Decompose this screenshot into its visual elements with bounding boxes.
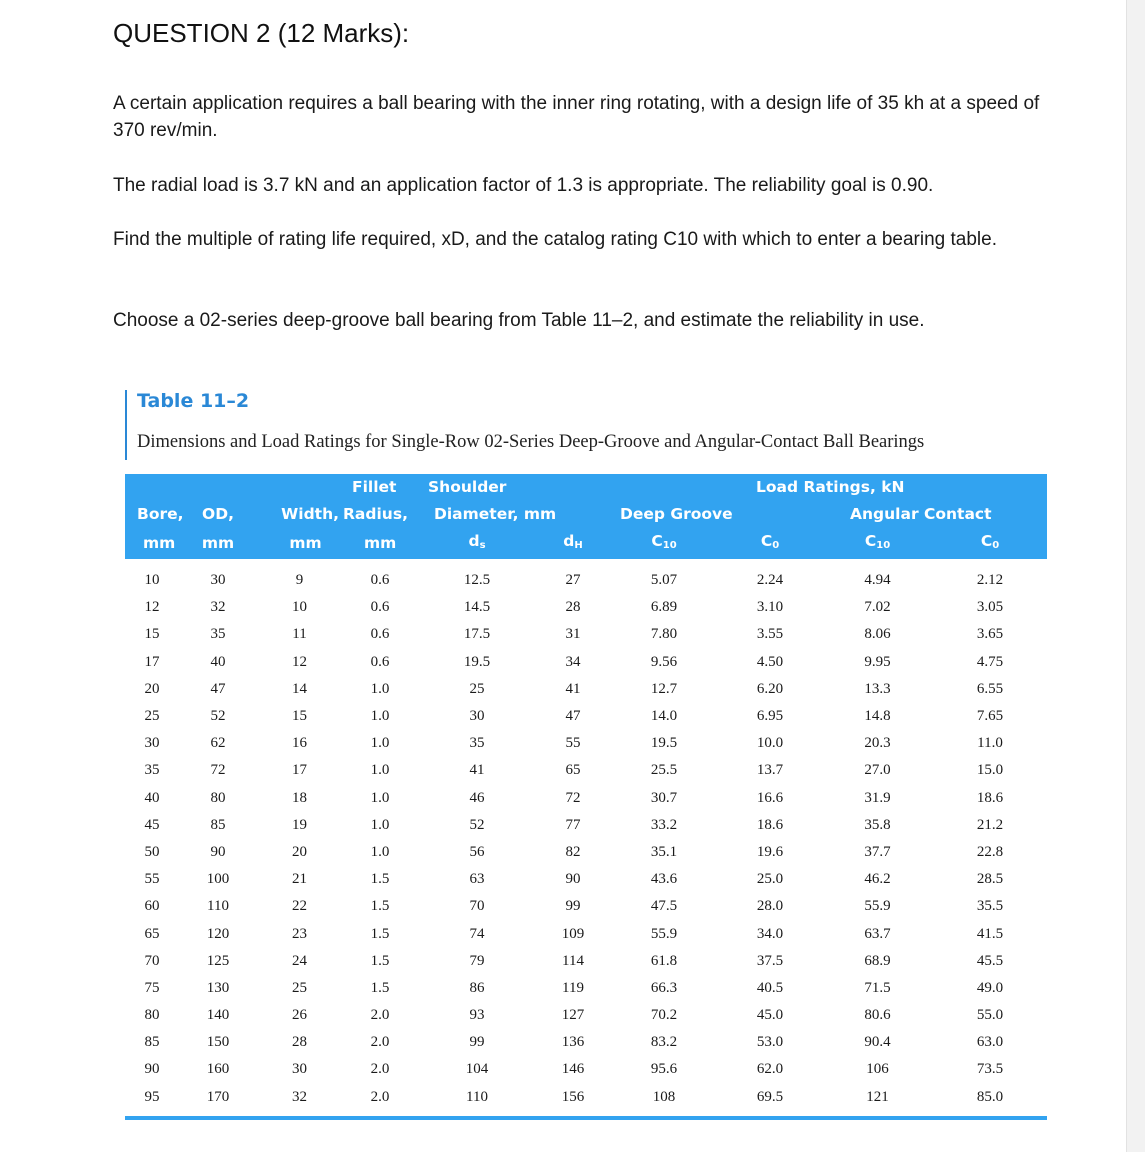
cell-deep-c10: 9.56: [650, 653, 678, 670]
cell-width: 12: [292, 653, 307, 670]
cell-bore: 45: [144, 816, 160, 833]
header-dh: [536, 528, 610, 559]
cell-width: 19: [292, 816, 307, 833]
cell-deep-c0: 37.5: [756, 952, 784, 969]
cell-angular-c10: 35.8: [864, 816, 891, 833]
cell-od: 150: [206, 1034, 230, 1051]
cell-bore: 40: [144, 789, 160, 806]
cell-deep-c0: 6.95: [756, 708, 784, 725]
cell-angular-c10: 71.5: [864, 979, 891, 996]
question-paragraph-2: The radial load is 3.7 kN and an application factor of 1.3 is appropriate. The reliability goal is 0.90.: [113, 175, 934, 196]
c10-symbol: C: [864, 532, 877, 550]
table-row: [125, 757, 1047, 784]
cell-angular-c0: 35.5: [976, 898, 1004, 915]
header-unit-bore: mm: [125, 528, 179, 559]
cell-angular-c0: 15.0: [976, 762, 1004, 779]
cell-deep-c10: 14.0: [650, 708, 678, 725]
cell-shoulder-ds: 17.5: [463, 626, 491, 643]
c10-subscript: 10: [876, 540, 891, 551]
header-angular-contact: Angular Contact: [822, 501, 1047, 528]
cell-width: 10: [292, 599, 307, 616]
cell-shoulder-dh: 119: [562, 979, 584, 996]
cell-width: 24: [292, 952, 307, 969]
table-body: [125, 559, 1047, 1111]
header-angular-c10: [822, 528, 933, 559]
scrollbar-gutter[interactable]: [1126, 0, 1145, 1152]
cell-angular-c0: 55.0: [976, 1007, 1004, 1024]
cell-fillet-radius: 1.0: [370, 762, 390, 779]
cell-bore: 50: [144, 843, 160, 860]
cell-width: 28: [292, 1034, 307, 1051]
cell-deep-c0: 4.50: [756, 653, 784, 670]
cell-deep-c0: 3.55: [756, 626, 784, 643]
header-deep-groove: Deep Groove: [610, 501, 822, 528]
cell-deep-c10: 66.3: [650, 979, 678, 996]
c0-symbol: C: [980, 532, 993, 550]
cell-deep-c0: 69.5: [756, 1088, 784, 1105]
cell-angular-c0: 41.5: [976, 925, 1004, 942]
cell-od: 30: [210, 572, 226, 589]
cell-angular-c0: 28.5: [976, 871, 1004, 888]
cell-angular-c0: 3.65: [976, 626, 1004, 643]
cell-angular-c0: 18.6: [976, 789, 1004, 806]
cell-od: 125: [206, 952, 230, 969]
cell-angular-c10: 8.06: [864, 626, 891, 643]
header-radius: Radius,: [342, 501, 418, 528]
cell-od: 35: [210, 626, 226, 643]
cell-bore: 20: [144, 680, 160, 697]
cell-shoulder-dh: 109: [561, 925, 585, 942]
question-title: QUESTION 2 (12 Marks):: [113, 18, 410, 48]
cell-fillet-radius: 1.5: [370, 925, 390, 942]
cell-angular-c10: 31.9: [864, 789, 891, 806]
cell-fillet-radius: 2.0: [370, 1034, 390, 1051]
cell-shoulder-dh: 114: [562, 952, 584, 969]
cell-shoulder-dh: 146: [561, 1061, 585, 1078]
question-paragraph-1: A certain application requires a ball bearing with the inner ring rotating, with a design life of 35 kh at a speed of 370 rev/min.: [113, 93, 1040, 141]
ds-subscript: s: [479, 540, 486, 551]
cell-width: 17: [292, 762, 307, 779]
cell-deep-c10: 83.2: [650, 1034, 678, 1051]
cell-od: 140: [206, 1007, 230, 1024]
cell-bore: 70: [144, 952, 160, 969]
cell-angular-c0: 73.5: [976, 1061, 1004, 1078]
table-row: [125, 948, 1047, 975]
cell-bore: 95: [144, 1088, 160, 1105]
cell-deep-c10: 70.2: [650, 1007, 678, 1024]
cell-bore: 35: [144, 762, 160, 779]
cell-shoulder-ds: 14.5: [463, 599, 491, 616]
table-row: [125, 703, 1047, 730]
cell-deep-c10: 7.80: [650, 626, 678, 643]
cell-fillet-radius: 1.0: [370, 843, 390, 860]
cell-shoulder-dh: 77: [565, 816, 581, 833]
cell-bore: 65: [144, 925, 160, 942]
cell-bore: 15: [144, 626, 160, 643]
cell-shoulder-ds: 41: [469, 762, 485, 779]
cell-bore: 80: [144, 1007, 160, 1024]
cell-deep-c10: 33.2: [650, 816, 678, 833]
cell-deep-c10: 95.6: [650, 1061, 678, 1078]
table-row: [125, 920, 1047, 947]
cell-angular-c10: 13.3: [864, 680, 891, 697]
cell-angular-c10: 4.94: [864, 572, 891, 589]
cell-od: 72: [210, 762, 226, 779]
dh-symbol: d: [563, 532, 575, 550]
cell-bore: 30: [144, 735, 160, 752]
cell-deep-c10: 55.9: [650, 925, 678, 942]
table-label: Table 11–2: [137, 390, 250, 412]
table-row: [125, 649, 1047, 676]
cell-angular-c10: 14.8: [864, 708, 891, 725]
cell-angular-c0: 4.75: [976, 653, 1004, 670]
cell-angular-c10: 37.7: [864, 843, 891, 860]
cell-od: 47: [210, 680, 226, 697]
c0-symbol: C: [760, 532, 773, 550]
header-load-ratings: Load Ratings, kN: [610, 474, 1047, 501]
cell-angular-c10: 106: [866, 1061, 889, 1078]
question-paragraph-3: Find the multiple of rating life required, xD, and the catalog rating C10 with which to enter a bearing table.: [113, 229, 998, 250]
cell-deep-c10: 12.7: [650, 680, 678, 697]
cell-shoulder-dh: 31: [565, 626, 581, 643]
question-paragraph-4: Choose a 02-series deep-groove ball bearing from Table 11–2, and estimate the reliability in use.: [113, 310, 925, 331]
cell-od: 100: [206, 871, 230, 888]
ds-symbol: d: [468, 532, 480, 550]
cell-angular-c10: 80.6: [864, 1007, 891, 1024]
cell-od: 120: [206, 925, 230, 942]
cell-angular-c10: 63.7: [864, 925, 891, 942]
cell-od: 160: [206, 1061, 230, 1078]
cell-fillet-radius: 0.6: [370, 626, 390, 643]
header-unit-radius: mm: [342, 528, 418, 559]
cell-shoulder-ds: 52: [469, 816, 485, 833]
cell-shoulder-ds: 86: [469, 979, 485, 996]
cell-deep-c0: 13.7: [756, 762, 784, 779]
cell-fillet-radius: 1.0: [370, 680, 390, 697]
cell-fillet-radius: 2.0: [370, 1061, 390, 1078]
cell-bore: 17: [144, 653, 160, 670]
cell-shoulder-dh: 90: [565, 871, 581, 888]
cell-shoulder-dh: 47: [565, 708, 581, 725]
c0-subscript: 0: [992, 540, 1000, 551]
cell-od: 80: [210, 789, 226, 806]
cell-fillet-radius: 1.5: [370, 898, 390, 915]
cell-fillet-radius: 2.0: [370, 1007, 390, 1024]
cell-width: 20: [292, 843, 307, 860]
cell-deep-c10: 108: [652, 1088, 676, 1105]
table-row: [125, 594, 1047, 621]
cell-deep-c0: 28.0: [756, 898, 784, 915]
cell-deep-c10: 19.5: [650, 735, 678, 752]
cell-shoulder-dh: 28: [565, 599, 581, 616]
cell-shoulder-ds: 70: [469, 898, 485, 915]
cell-shoulder-dh: 127: [561, 1007, 585, 1024]
table-row: [125, 730, 1047, 757]
cell-shoulder-ds: 35: [469, 735, 485, 752]
cell-deep-c10: 6.89: [650, 599, 678, 616]
cell-angular-c10: 46.2: [864, 871, 891, 888]
cell-width: 23: [292, 925, 307, 942]
cell-od: 110: [207, 898, 229, 915]
cell-shoulder-dh: 65: [565, 762, 581, 779]
cell-od: 32: [210, 599, 226, 616]
cell-angular-c0: 49.0: [976, 979, 1004, 996]
cell-od: 130: [206, 979, 230, 996]
cell-bore: 75: [144, 979, 160, 996]
cell-deep-c0: 62.0: [756, 1061, 784, 1078]
cell-shoulder-dh: 156: [561, 1088, 585, 1105]
cell-shoulder-ds: 93: [469, 1007, 485, 1024]
table-row: [125, 839, 1047, 866]
cell-width: 30: [292, 1061, 307, 1078]
cell-fillet-radius: 0.6: [370, 572, 390, 589]
cell-od: 85: [210, 816, 226, 833]
cell-deep-c0: 2.24: [756, 572, 784, 589]
cell-shoulder-ds: 56: [469, 843, 485, 860]
cell-angular-c0: 21.2: [976, 816, 1004, 833]
cell-bore: 55: [144, 871, 160, 888]
header-deep-c0: [718, 528, 822, 559]
cell-width: 18: [292, 789, 307, 806]
cell-angular-c0: 85.0: [976, 1088, 1004, 1105]
cell-bore: 25: [144, 708, 160, 725]
cell-angular-c0: 22.8: [976, 843, 1004, 860]
cell-fillet-radius: 1.0: [370, 816, 390, 833]
table-row: [125, 1056, 1047, 1083]
table-row: [125, 785, 1047, 812]
cell-shoulder-ds: 99: [469, 1034, 485, 1051]
cell-deep-c10: 25.5: [650, 762, 678, 779]
table-row: [125, 621, 1047, 648]
header-deep-c10: [610, 528, 718, 559]
cell-deep-c0: 19.6: [756, 843, 784, 860]
table-caption: Dimensions and Load Ratings for Single-Row 02-Series Deep-Groove and Angular-Contact Ball Bearings: [137, 432, 925, 452]
cell-deep-c10: 61.8: [650, 952, 678, 969]
cell-angular-c10: 68.9: [864, 952, 891, 969]
cell-angular-c10: 121: [866, 1088, 889, 1105]
cell-bore: 60: [144, 898, 160, 915]
c10-symbol: C: [651, 532, 663, 550]
cell-angular-c10: 9.95: [864, 653, 891, 670]
cell-width: 21: [292, 871, 307, 888]
header-angular-c0: [933, 528, 1047, 559]
cell-deep-c0: 53.0: [756, 1034, 784, 1051]
cell-deep-c0: 34.0: [756, 925, 784, 942]
table-row: [125, 866, 1047, 893]
cell-od: 170: [206, 1088, 230, 1105]
cell-od: 52: [210, 708, 226, 725]
cell-deep-c10: 30.7: [650, 789, 678, 806]
cell-fillet-radius: 0.6: [370, 599, 390, 616]
cell-fillet-radius: 1.5: [370, 871, 390, 888]
cell-angular-c0: 7.65: [976, 708, 1004, 725]
c0-subscript: 0: [772, 540, 780, 551]
bearing-table: [125, 474, 1047, 1111]
cell-bore: 10: [144, 572, 160, 589]
header-diameter: Diameter, mm: [418, 501, 610, 528]
cell-deep-c10: 35.1: [650, 843, 678, 860]
cell-deep-c0: 3.10: [756, 599, 784, 616]
table-row: [125, 975, 1047, 1002]
cell-shoulder-ds: 19.5: [463, 653, 491, 670]
c10-subscript: 10: [662, 540, 677, 551]
table-accent-bar: [125, 390, 127, 460]
cell-angular-c0: 45.5: [976, 952, 1004, 969]
cell-fillet-radius: 1.5: [370, 979, 390, 996]
cell-shoulder-ds: 46: [469, 789, 485, 806]
header-fillet: Fillet: [342, 474, 418, 501]
dh-subscript: H: [574, 540, 583, 551]
cell-width: 25: [292, 979, 307, 996]
cell-width: 22: [292, 898, 307, 915]
cell-shoulder-dh: 41: [565, 680, 581, 697]
cell-angular-c10: 90.4: [864, 1034, 891, 1051]
cell-angular-c0: 11.0: [977, 735, 1003, 752]
cell-angular-c0: 63.0: [976, 1034, 1004, 1051]
cell-deep-c10: 5.07: [650, 572, 678, 589]
header-width: Width,: [257, 501, 342, 528]
cell-width: 14: [292, 680, 307, 697]
table-row: [125, 1029, 1047, 1056]
cell-bore: 90: [144, 1061, 160, 1078]
header-bore: Bore,: [125, 501, 179, 528]
cell-shoulder-ds: 110: [466, 1088, 488, 1105]
cell-shoulder-dh: 136: [561, 1034, 585, 1051]
header-ds: [418, 528, 536, 559]
cell-fillet-radius: 1.0: [370, 708, 390, 725]
cell-angular-c0: 2.12: [976, 572, 1004, 589]
cell-angular-c0: 3.05: [976, 599, 1004, 616]
header-unit-width: mm: [257, 528, 342, 559]
cell-shoulder-dh: 82: [565, 843, 581, 860]
cell-fillet-radius: 0.6: [370, 653, 390, 670]
table-bottom-rule: [125, 1116, 1047, 1120]
cell-deep-c0: 40.5: [756, 979, 784, 996]
cell-angular-c10: 27.0: [864, 762, 891, 779]
cell-deep-c0: 45.0: [756, 1007, 784, 1024]
table-row: [125, 1002, 1047, 1029]
cell-fillet-radius: 1.0: [370, 735, 390, 752]
cell-od: 90: [210, 843, 226, 860]
cell-shoulder-ds: 63: [469, 871, 485, 888]
cell-shoulder-ds: 25: [469, 680, 485, 697]
cell-shoulder-dh: 99: [565, 898, 581, 915]
header-unit-od: mm: [179, 528, 257, 559]
cell-shoulder-dh: 55: [565, 735, 581, 752]
table-row: [125, 676, 1047, 703]
cell-fillet-radius: 1.0: [370, 789, 390, 806]
cell-angular-c10: 20.3: [864, 735, 891, 752]
cell-shoulder-ds: 30: [469, 708, 485, 725]
table-row: [125, 559, 1047, 594]
cell-shoulder-dh: 34: [565, 653, 581, 670]
cell-width: 32: [292, 1088, 307, 1105]
cell-angular-c10: 55.9: [864, 898, 891, 915]
cell-bore: 12: [144, 599, 160, 616]
cell-od: 40: [210, 653, 226, 670]
cell-shoulder-ds: 74: [469, 925, 485, 942]
cell-shoulder-ds: 12.5: [463, 572, 491, 589]
table-row: [125, 1084, 1047, 1111]
cell-angular-c10: 7.02: [864, 599, 891, 616]
cell-deep-c0: 10.0: [756, 735, 784, 752]
cell-width: 11: [292, 626, 307, 643]
cell-bore: 85: [144, 1034, 160, 1051]
cell-fillet-radius: 1.5: [370, 952, 390, 969]
table-header: [125, 474, 1047, 559]
cell-deep-c10: 47.5: [650, 898, 678, 915]
cell-deep-c0: 18.6: [756, 816, 784, 833]
cell-shoulder-ds: 79: [469, 952, 485, 969]
cell-deep-c0: 6.20: [756, 680, 784, 697]
cell-width: 15: [292, 708, 307, 725]
cell-width: 9: [295, 572, 304, 589]
cell-angular-c0: 6.55: [976, 680, 1004, 697]
header-shoulder: Shoulder: [418, 474, 610, 501]
cell-deep-c10: 43.6: [650, 871, 678, 888]
cell-width: 26: [292, 1007, 307, 1024]
table-row: [125, 812, 1047, 839]
cell-deep-c0: 25.0: [756, 871, 784, 888]
cell-deep-c0: 16.6: [756, 789, 784, 806]
header-od: OD,: [179, 501, 257, 528]
table-row: [125, 893, 1047, 920]
cell-width: 16: [292, 735, 307, 752]
cell-fillet-radius: 2.0: [370, 1088, 390, 1105]
cell-shoulder-dh: 72: [565, 789, 581, 806]
cell-shoulder-ds: 104: [465, 1061, 489, 1078]
cell-shoulder-dh: 27: [565, 572, 581, 589]
cell-od: 62: [210, 735, 226, 752]
